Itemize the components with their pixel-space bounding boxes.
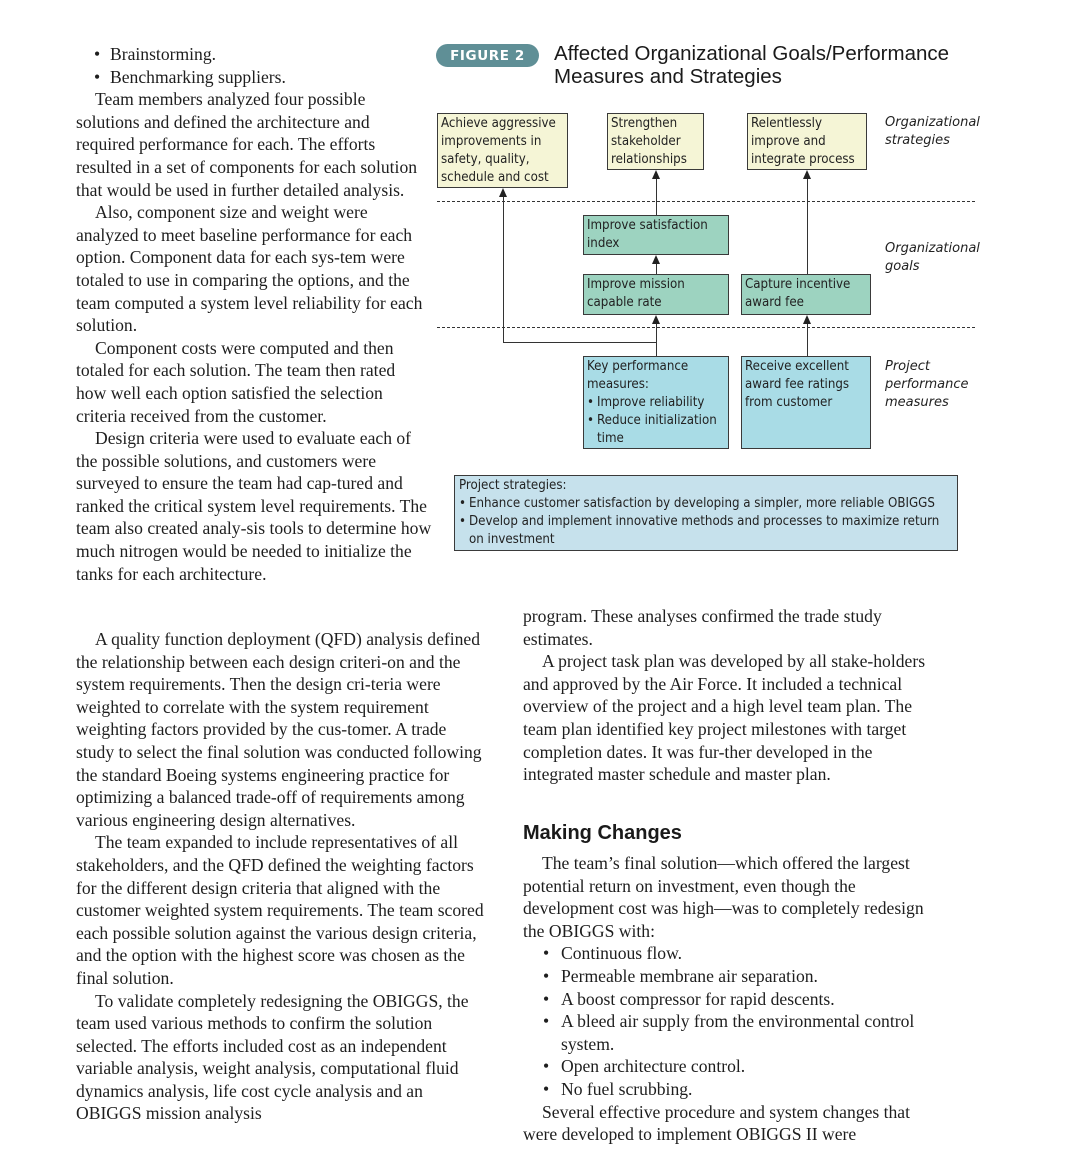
- measure-box-key-performance: [583, 356, 729, 449]
- arrow-up-icon: [652, 170, 660, 179]
- body-paragraph: Team members analyzed four possible solutions and defined the architecture and required performance for each. The efforts resulted in a set of components for each solution that would be used in further detailed analysis.: [76, 89, 418, 200]
- bullet-item: • A boost compressor for rapid descents.: [523, 988, 935, 1011]
- connector-line: [503, 195, 504, 343]
- goal-box-mission-capable: Improve mission capable rate: [583, 274, 729, 315]
- arrow-up-icon: [803, 170, 811, 179]
- left-column-lower: [76, 628, 484, 1125]
- body-paragraph: A project task plan was developed by all stake-holders and approved by the Air Force. It included a technical overview of the project and a high level team plan. The team plan identified key project milestones with target completion dates. It was fur-ther developed in the integrated master schedule and master plan.: [523, 651, 926, 785]
- label-organizational-goals: Organizational goals: [885, 241, 980, 274]
- goal-box-satisfaction-index: Improve satisfaction index: [583, 215, 729, 255]
- kpm-item: • Reduce initialization time: [587, 412, 725, 448]
- goal-box-incentive-fee: Capture incentive award fee: [741, 274, 871, 315]
- project-strategies-title: Project strategies:: [459, 478, 567, 493]
- project-strategy-item: • Enhance customer satisfaction by developing a simpler, more reliable OBIGGS: [459, 495, 954, 513]
- measure-box-award-fee: Receive excellent award fee ratings from customer: [741, 356, 871, 449]
- body-paragraph: Several effective procedure and system changes that were developed to implement OBIGGS II were: [523, 1101, 911, 1145]
- connector-line: [656, 322, 657, 356]
- project-strategies-list: [459, 495, 954, 549]
- arrow-up-icon: [652, 315, 660, 324]
- body-paragraph: The team’s final solution—which offered the largest potential return on investment, even though the development cost was high—was to completely redesign the OBIGGS with:: [523, 853, 924, 941]
- project-strategy-item: • Develop and implement innovative methods and processes to maximize return on investment: [459, 513, 954, 549]
- kpm-title: Key performance measures:: [587, 359, 689, 392]
- arrow-up-icon: [652, 255, 660, 264]
- body-paragraph: To validate completely redesigning the OBIGGS, the team used various methods to confirm the solution selected. The efforts included cost as an independent variable analysis, weight analysis, computational fluid dynamics analysis, life cost cycle analysis and an OBIGGS mission analysis: [76, 990, 469, 1124]
- bullet-item: • Benchmarking suppliers.: [76, 66, 428, 89]
- body-paragraph: program. These analyses confirmed the trade study estimates.: [523, 606, 882, 649]
- right-column-lower: [523, 852, 935, 1146]
- body-paragraph: Component costs were computed and then totaled for each solution. The team then rated how well each option satisfied the selection criteria received from the customer.: [76, 337, 396, 426]
- section-heading-making-changes: Making Changes: [523, 822, 682, 844]
- bullet-item: • A bleed air supply from the environmental control system.: [523, 1010, 935, 1055]
- figure-badge: FIGURE 2: [436, 44, 539, 67]
- bullet-item: • No fuel scrubbing.: [523, 1078, 935, 1101]
- connector-line: [807, 322, 808, 356]
- connector-line: [656, 177, 657, 215]
- label-organizational-strategies: Organizational strategies: [885, 115, 980, 148]
- body-paragraph: Design criteria were used to evaluate each of the possible solutions, and customers were surveyed to ensure the team had cap-tured and ranked the critical system level requirements. The team also created analy-sis tools to determine how much nitrogen would be needed to initialize the tanks for each architecture.: [76, 428, 432, 584]
- body-paragraph: The team expanded to include representatives of all stakeholders, and the QFD defined the weighting factors for the different design criteria that aligned with the customer weighted system requirements. The team scored each possible solution against the various design criteria, and the option with the highest score was chosen as the final solution.: [76, 832, 484, 988]
- bullet-item: • Open architecture control.: [523, 1055, 935, 1078]
- dashed-divider-bottom: [437, 327, 975, 328]
- strategy-box-relentlessly: Relentlessly improve and integrate process: [747, 113, 867, 170]
- body-paragraph: Also, component size and weight were analyzed to meet baseline performance for each option. Component data for each sys-tem were totaled to use in comparing the options, and the team computed a system level reliability for each solution.: [76, 202, 423, 336]
- bullet-item: • Permeable membrane air separation.: [523, 965, 935, 988]
- strategy-box-achieve: Achieve aggressive improvements in safety, quality, schedule and cost: [437, 113, 568, 188]
- connector-line: [807, 177, 808, 274]
- kpm-item: • Improve reliability: [587, 394, 725, 412]
- arrow-up-icon: [499, 188, 507, 197]
- project-strategies-box: [454, 475, 958, 551]
- method-bullet-list: [76, 43, 428, 88]
- bullet-item: • Continuous flow.: [523, 942, 935, 965]
- redesign-bullet-list: [523, 942, 935, 1100]
- dashed-divider-top: [437, 201, 975, 202]
- label-project-performance-measures: Project performance measures: [885, 359, 969, 410]
- arrow-up-icon: [803, 315, 811, 324]
- bullet-item: • Brainstorming.: [76, 43, 428, 66]
- strategy-box-strengthen: Strengthen stakeholder relationships: [607, 113, 704, 170]
- connector-line: [503, 342, 657, 343]
- kpm-list: [587, 394, 725, 448]
- right-column-upper: [523, 605, 935, 786]
- left-column-upper: [76, 43, 432, 585]
- figure-title: Affected Organizational Goals/Performance Measures and Strategies: [554, 42, 950, 88]
- body-paragraph: A quality function deployment (QFD) analysis defined the relationship between each design criteri-on and the system requirements. Then the design cri-teria were weighted to correlate with the system requirement weighting factors provided by the cus-tomer. A trade study to select the final solution was conducted following the standard Boeing systems engineering practice for optimizing a balanced trade-off of requirements among various engineering design alternatives.: [76, 629, 482, 830]
